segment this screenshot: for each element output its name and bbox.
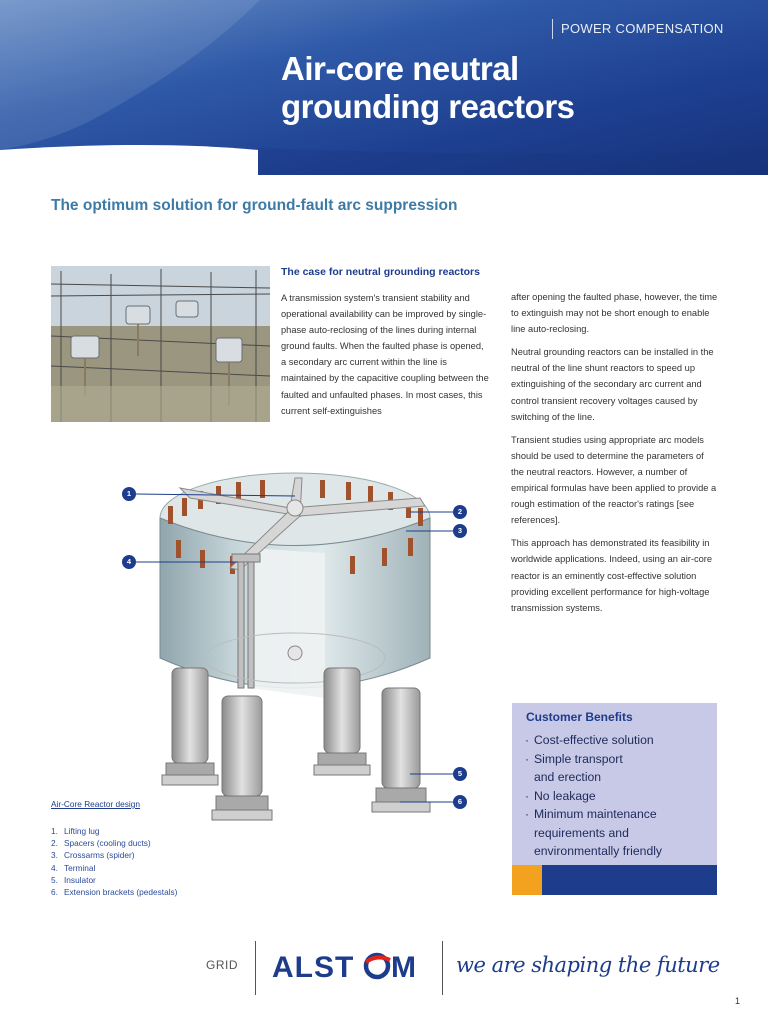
column-2-paragraph-1: after opening the faulted phase, however, the time to extinguish may not be short enough to enable line auto-reclosing. (511, 292, 718, 335)
text-column-1 (281, 290, 491, 426)
svg-text:ALST: ALST (272, 951, 355, 984)
reactor-diagram (110, 458, 480, 848)
grid-label: GRID (206, 958, 238, 972)
page-subtitle: The optimum solution for ground-fault arc suppression (51, 197, 458, 214)
legend-item: 4. Terminal (51, 862, 96, 873)
footer-divider-left (255, 941, 256, 995)
header-banner (0, 0, 768, 175)
callout-3: 3 (453, 524, 467, 538)
title-line-2: grounding reactors (281, 88, 575, 125)
diagram-caption: Air-Core Reactor design (51, 799, 140, 809)
callout-6: 6 (453, 795, 467, 809)
column-1-paragraph: A transmission system's transient stability and operational availability can be improved by single-phase auto-reclosing of the lines during internal ground faults. When the faulted phase is opened, a secondary arc current within the line is maintained by the capacitive coupling between the faulted and unfaulted phases. In most cases, this current self-extinguishes (281, 293, 489, 416)
callout-1: 1 (122, 487, 136, 501)
accent-bar-blue (542, 865, 717, 895)
callout-2: 2 (453, 505, 467, 519)
benefit-item: · No leakage (525, 788, 596, 803)
benefits-heading: Customer Benefits (526, 710, 633, 724)
legend-item: 2. Spacers (cooling ducts) (51, 838, 151, 849)
benefit-item: · Minimum maintenance requirements and environmentally friendly (525, 807, 663, 858)
callout-5: 5 (453, 767, 467, 781)
legend-item: 6. Extension brackets (pedestals) (51, 887, 178, 898)
page-title (281, 50, 575, 126)
column-2-paragraph-3: Transient studies using appropriate arc models should be used to determine the parameters of the neutral reactors. However, a number of empirical formulas have been applied to provide a rough estimation of the reactor's ratings [see references]. (511, 434, 717, 526)
substation-photo (51, 266, 270, 422)
svg-text:M: M (391, 951, 416, 984)
alstom-logo (272, 950, 427, 989)
benefits-list (525, 731, 662, 861)
text-column-2 (511, 289, 718, 623)
legend-item: 3. Crossarms (spider) (51, 850, 135, 861)
benefit-item: · Simple transport and erection (525, 751, 623, 784)
title-line-1: Air-core neutral (281, 50, 519, 87)
customer-benefits-box (512, 703, 717, 865)
column-2-paragraph-2: Neutral grounding reactors can be installed in the neutral of the line shunt reactors to speed up extinguishing of the secondary arc current and control transient recovery voltages caused by switching of the line. (511, 347, 714, 422)
footer-divider-right (442, 941, 443, 995)
legend-item: 5. Insulator (51, 874, 96, 885)
section-heading: The case for neutral grounding reactors (281, 266, 480, 278)
callout-4: 4 (122, 555, 136, 569)
benefit-item: · Cost-effective solution (525, 733, 654, 747)
accent-bar-orange (512, 865, 542, 895)
page-number: 1 (735, 996, 741, 1006)
slogan: we are shaping the future (456, 953, 720, 977)
diagram-legend (51, 825, 177, 898)
category-label: POWER COMPENSATION (552, 19, 724, 39)
column-2-paragraph-4: This approach has demonstrated its feasibility in worldwide applications. Indeed, using an air-core reactor is an eminently cost-effective solution providing excellent performance for high-voltage transmission systems. (511, 538, 713, 613)
legend-item: 1. Lifting lug (51, 826, 100, 836)
